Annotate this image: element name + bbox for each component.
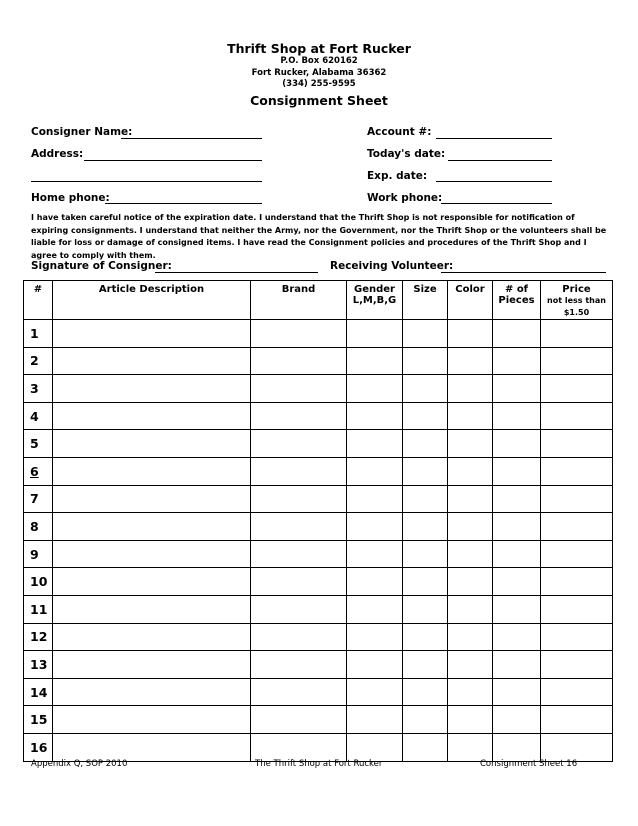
color-cell[interactable] — [448, 706, 493, 734]
description-cell[interactable] — [53, 320, 251, 348]
exp-date-field[interactable] — [436, 181, 552, 182]
size-cell[interactable] — [403, 706, 448, 734]
liability-notice: I have taken careful notice of the expiration date. I understand that the Thrift Shop is not responsible for notification of expiring consignments. I understand that neither the Army, nor the Government, nor the Thrift Shop or the volunteers shall be liable for loss or damage of consigned items. I have read the Consignment policies and procedures of the Thrift Shop and I agree to comply with them. — [31, 213, 607, 260]
description-cell[interactable] — [53, 457, 251, 485]
price-cell[interactable] — [541, 678, 613, 706]
row-number: 4 — [24, 402, 53, 430]
row-number: 9 — [24, 540, 53, 568]
todays-date-label: Today's date: — [367, 148, 446, 160]
brand-cell[interactable] — [251, 623, 347, 651]
color-cell[interactable] — [448, 347, 493, 375]
size-cell[interactable] — [403, 485, 448, 513]
row-number: 7 — [24, 485, 53, 513]
size-cell[interactable] — [403, 402, 448, 430]
col-size-header: Size — [403, 281, 448, 320]
table-row — [24, 623, 613, 651]
table-row — [24, 733, 613, 761]
row-number: 14 — [24, 678, 53, 706]
description-cell[interactable] — [53, 430, 251, 458]
description-cell[interactable] — [53, 485, 251, 513]
color-cell[interactable] — [448, 540, 493, 568]
table-row — [24, 651, 613, 679]
gender-cell[interactable] — [347, 375, 403, 403]
description-cell[interactable] — [53, 678, 251, 706]
brand-cell[interactable] — [251, 595, 347, 623]
exp-date-label: Exp. date: — [367, 170, 428, 182]
pieces-cell[interactable] — [493, 623, 541, 651]
price-cell[interactable] — [541, 457, 613, 485]
todays-date-field[interactable] — [448, 160, 552, 161]
account-field[interactable] — [436, 138, 552, 139]
col-price-header — [541, 281, 613, 320]
footer-appendix: Appendix Q, SOP 2010 — [31, 759, 128, 769]
gender-cell[interactable] — [347, 733, 403, 761]
brand-cell[interactable] — [251, 513, 347, 541]
size-cell[interactable] — [403, 513, 448, 541]
description-cell[interactable] — [53, 375, 251, 403]
price-cell[interactable] — [541, 568, 613, 596]
row-number: 5 — [24, 430, 53, 458]
price-cell[interactable] — [541, 375, 613, 403]
pieces-cell[interactable] — [493, 595, 541, 623]
brand-cell[interactable] — [251, 402, 347, 430]
pieces-sub: Pieces — [498, 295, 535, 306]
home-phone-label: Home phone: — [31, 192, 110, 204]
address-field-line1[interactable] — [84, 160, 262, 161]
gender-cell[interactable] — [347, 623, 403, 651]
price-cell[interactable] — [541, 706, 613, 734]
price-cell[interactable] — [541, 540, 613, 568]
pieces-cell[interactable] — [493, 540, 541, 568]
gender-cell[interactable] — [347, 457, 403, 485]
footer-shop: The Thrift Shop at Fort Rucker — [255, 759, 383, 769]
size-cell[interactable] — [403, 540, 448, 568]
gender-cell[interactable] — [347, 595, 403, 623]
size-cell[interactable] — [403, 678, 448, 706]
pieces-cell[interactable] — [493, 706, 541, 734]
table-row — [24, 485, 613, 513]
pieces-cell[interactable] — [493, 320, 541, 348]
description-cell[interactable] — [53, 402, 251, 430]
size-cell[interactable] — [403, 347, 448, 375]
row-number: 15 — [24, 706, 53, 734]
color-cell[interactable] — [448, 485, 493, 513]
pieces-cell[interactable] — [493, 430, 541, 458]
table-row — [24, 320, 613, 348]
color-cell[interactable] — [448, 402, 493, 430]
price-cell[interactable] — [541, 320, 613, 348]
brand-cell[interactable] — [251, 733, 347, 761]
row-number: 10 — [24, 568, 53, 596]
row-number: 6 — [24, 457, 53, 485]
color-cell[interactable] — [448, 733, 493, 761]
size-cell[interactable] — [403, 375, 448, 403]
brand-cell[interactable] — [251, 430, 347, 458]
pieces-cell[interactable] — [493, 651, 541, 679]
size-cell[interactable] — [403, 568, 448, 596]
consigner-name-label: Consigner Name: — [31, 126, 133, 138]
row-number: 1 — [24, 320, 53, 348]
gender-cell[interactable] — [347, 706, 403, 734]
work-phone-field[interactable] — [441, 203, 552, 204]
description-cell[interactable] — [53, 347, 251, 375]
home-phone-field[interactable] — [105, 203, 262, 204]
gender-cell[interactable] — [347, 568, 403, 596]
pieces-label: # of — [504, 284, 529, 295]
table-row — [24, 568, 613, 596]
pieces-cell[interactable] — [493, 375, 541, 403]
price-min-note: not less than — [547, 296, 606, 305]
consignment-table — [23, 280, 613, 762]
table-row — [24, 430, 613, 458]
price-cell[interactable] — [541, 595, 613, 623]
price-label: Price — [562, 284, 591, 295]
address-field-line2[interactable] — [31, 181, 262, 182]
size-cell[interactable] — [403, 623, 448, 651]
gender-cell[interactable] — [347, 651, 403, 679]
description-cell[interactable] — [53, 568, 251, 596]
gender-cell[interactable] — [347, 347, 403, 375]
color-cell[interactable] — [448, 568, 493, 596]
receiving-volunteer-field[interactable] — [441, 272, 606, 273]
description-cell[interactable] — [53, 513, 251, 541]
address-label: Address: — [31, 148, 84, 160]
row-number: 2 — [24, 347, 53, 375]
table-row — [24, 402, 613, 430]
gender-cell[interactable] — [347, 320, 403, 348]
pieces-cell[interactable] — [493, 457, 541, 485]
size-cell[interactable] — [403, 457, 448, 485]
description-cell[interactable] — [53, 651, 251, 679]
table-row — [24, 595, 613, 623]
size-cell[interactable] — [403, 430, 448, 458]
color-cell[interactable] — [448, 678, 493, 706]
color-cell[interactable] — [448, 457, 493, 485]
table-row — [24, 540, 613, 568]
row-number: 8 — [24, 513, 53, 541]
description-cell[interactable] — [53, 706, 251, 734]
signature-field[interactable] — [155, 272, 318, 273]
brand-cell[interactable] — [251, 706, 347, 734]
gender-cell[interactable] — [347, 513, 403, 541]
pieces-cell[interactable] — [493, 568, 541, 596]
price-cell[interactable] — [541, 485, 613, 513]
brand-cell[interactable] — [251, 485, 347, 513]
table-row — [24, 706, 613, 734]
brand-cell[interactable] — [251, 457, 347, 485]
table-row — [24, 347, 613, 375]
col-description-header: Article Description — [53, 281, 251, 320]
color-cell[interactable] — [448, 595, 493, 623]
col-num-header: # — [24, 281, 53, 320]
size-cell[interactable] — [403, 733, 448, 761]
pieces-cell[interactable] — [493, 513, 541, 541]
table-header-row — [24, 281, 613, 320]
row-number: 3 — [24, 375, 53, 403]
pieces-cell[interactable] — [493, 402, 541, 430]
col-color-header: Color — [448, 281, 493, 320]
price-cell[interactable] — [541, 402, 613, 430]
work-phone-label: Work phone: — [367, 192, 443, 204]
brand-cell[interactable] — [251, 540, 347, 568]
price-cell[interactable] — [541, 651, 613, 679]
gender-cell[interactable] — [347, 485, 403, 513]
table-row — [24, 457, 613, 485]
signature-label: Signature of Consigner: — [31, 260, 172, 272]
po-box: P.O. Box 620162 — [280, 56, 358, 66]
row-number: 13 — [24, 651, 53, 679]
color-cell[interactable] — [448, 320, 493, 348]
row-number: 12 — [24, 623, 53, 651]
price-min-value: $1.50 — [563, 308, 590, 317]
gender-label: Gender — [354, 284, 395, 295]
gender-cell[interactable] — [347, 402, 403, 430]
gender-codes: L,M,B,G — [352, 295, 397, 306]
color-cell[interactable] — [448, 651, 493, 679]
pieces-cell[interactable] — [493, 733, 541, 761]
footer-page: Consignment Sheet 16 — [480, 759, 578, 769]
price-cell[interactable] — [541, 623, 613, 651]
gender-cell[interactable] — [347, 430, 403, 458]
pieces-cell[interactable] — [493, 347, 541, 375]
color-cell[interactable] — [448, 623, 493, 651]
row-number: 16 — [24, 733, 53, 761]
price-cell[interactable] — [541, 347, 613, 375]
sheet-title: Consignment Sheet — [250, 93, 388, 108]
price-cell[interactable] — [541, 430, 613, 458]
consigner-name-field[interactable] — [121, 138, 262, 139]
pieces-cell[interactable] — [493, 678, 541, 706]
col-gender-header — [347, 281, 403, 320]
receiving-volunteer-label: Receiving Volunteer: — [330, 260, 454, 272]
description-cell[interactable] — [53, 623, 251, 651]
description-cell[interactable] — [53, 733, 251, 761]
price-cell[interactable] — [541, 733, 613, 761]
table-row — [24, 513, 613, 541]
row-number: 11 — [24, 595, 53, 623]
color-cell[interactable] — [448, 375, 493, 403]
phone-number: (334) 255-9595 — [282, 79, 356, 89]
brand-cell[interactable] — [251, 320, 347, 348]
brand-cell[interactable] — [251, 347, 347, 375]
size-cell[interactable] — [403, 320, 448, 348]
size-cell[interactable] — [403, 595, 448, 623]
brand-cell[interactable] — [251, 568, 347, 596]
pieces-cell[interactable] — [493, 485, 541, 513]
city-address: Fort Rucker, Alabama 36362 — [251, 68, 387, 78]
table-row — [24, 375, 613, 403]
org-title: Thrift Shop at Fort Rucker — [227, 41, 411, 56]
gender-cell[interactable] — [347, 678, 403, 706]
brand-cell[interactable] — [251, 651, 347, 679]
brand-cell[interactable] — [251, 678, 347, 706]
gender-cell[interactable] — [347, 540, 403, 568]
brand-cell[interactable] — [251, 375, 347, 403]
col-brand-header: Brand — [251, 281, 347, 320]
color-cell[interactable] — [448, 430, 493, 458]
color-cell[interactable] — [448, 513, 493, 541]
size-cell[interactable] — [403, 651, 448, 679]
description-cell[interactable] — [53, 595, 251, 623]
account-label: Account #: — [367, 126, 432, 138]
description-cell[interactable] — [53, 540, 251, 568]
price-cell[interactable] — [541, 513, 613, 541]
table-row — [24, 678, 613, 706]
col-pieces-header — [493, 281, 541, 320]
